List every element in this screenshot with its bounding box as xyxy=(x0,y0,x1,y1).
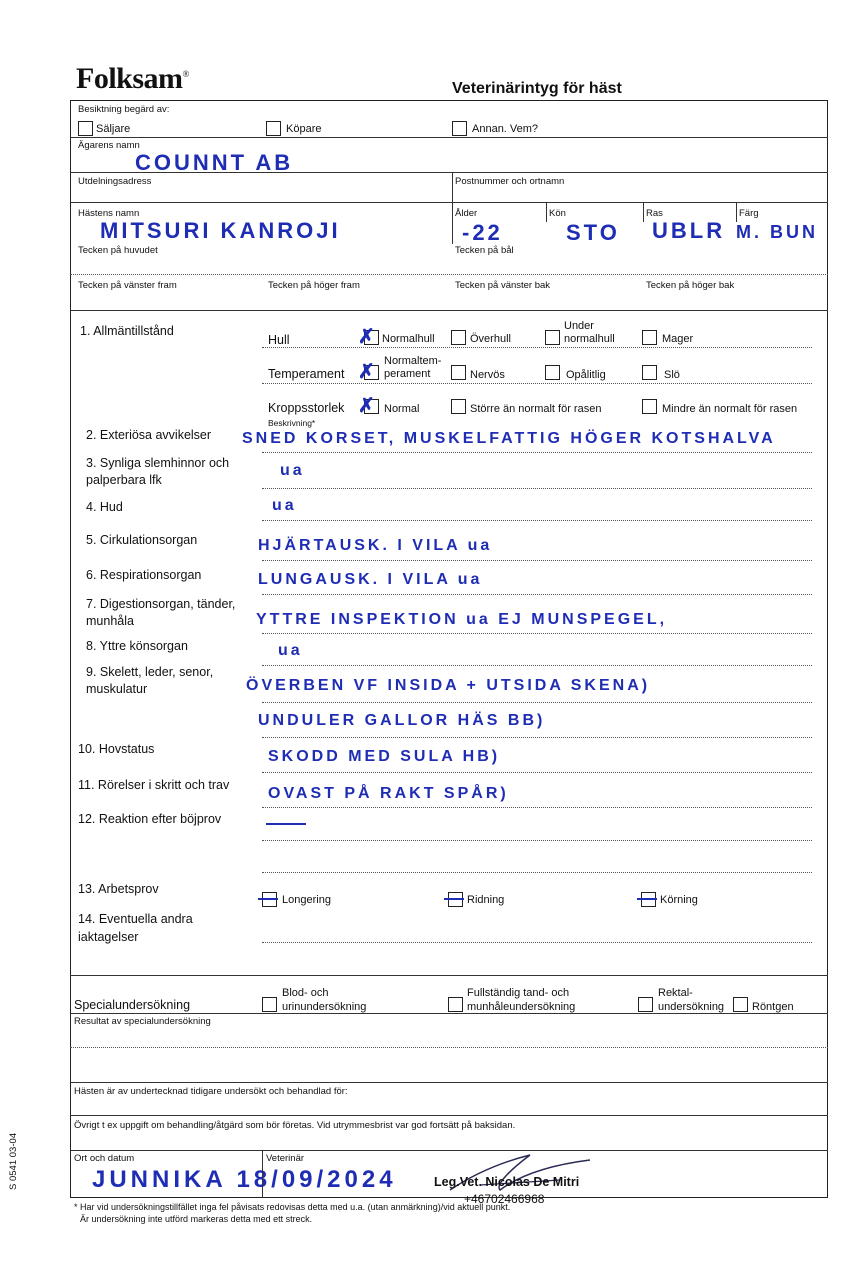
folksam-logo: Folksam® xyxy=(76,62,189,95)
dash-longering xyxy=(258,898,278,900)
place-date-label: Ort och datum xyxy=(74,1153,135,1164)
hull-label: Hull xyxy=(268,333,290,347)
option-longering: Longering xyxy=(282,894,331,906)
item-movement-value: OVAST PÅ RAKT SPÅR) xyxy=(268,785,509,802)
check-mark-normalhull: ✗ xyxy=(358,326,375,348)
option-saljare: Säljare xyxy=(96,123,131,135)
checkbox-rektal[interactable] xyxy=(638,997,653,1012)
leg-vf-label: Tecken på vänster fram xyxy=(78,280,177,291)
item-exterior-label: 2. Exteriösa avvikelser xyxy=(86,428,212,442)
dash-ridning xyxy=(444,898,464,900)
temperament-label: Temperament xyxy=(268,367,345,381)
checkbox-mager[interactable] xyxy=(642,330,657,345)
option-kopare: Köpare xyxy=(286,123,322,135)
option-rontgen: Röntgen xyxy=(752,1001,794,1013)
option-annan: Annan. Vem? xyxy=(472,123,539,135)
checkbox-slo[interactable] xyxy=(642,365,657,380)
vet-label: Veterinär xyxy=(266,1153,305,1164)
option-normaltemperament: Normaltem- perament xyxy=(384,355,442,380)
checkbox-undernormal[interactable] xyxy=(545,330,560,345)
item-digestion-value: YTTRE INSPEKTION ua EJ MUNSPEGEL, xyxy=(256,611,668,628)
item-respiration-label: 6. Respirationsorgan xyxy=(86,568,202,582)
item-skeleton-value: ÖVERBEN VF INSIDA + UTSIDA SKENA) xyxy=(246,677,651,694)
item-mucosa-value: ua xyxy=(280,462,305,479)
option-blod: Blod- och urinundersökning xyxy=(282,987,367,1013)
item-digestion-label: 7. Digestionsorgan, tänder, munhåla xyxy=(86,597,236,628)
besiktning-label: Besiktning begärd av: xyxy=(78,104,170,115)
item-hooves-label: 10. Hovstatus xyxy=(78,742,155,756)
form-code: S 0541 03-04 xyxy=(8,1132,19,1190)
color-value: M. BUN xyxy=(736,222,818,242)
leg-hb-label: Tecken på höger bak xyxy=(646,280,735,291)
checkbox-kopare[interactable] xyxy=(266,121,281,136)
option-opalitlig: Opålitlig xyxy=(566,369,606,381)
option-storre: Större än normalt för rasen xyxy=(470,403,602,415)
option-overhull: Överhull xyxy=(470,333,511,345)
item-respiration-value: LUNGAUSK. I VILA ua xyxy=(258,571,483,588)
horse-name-value: MITSURI KANROJI xyxy=(100,218,341,243)
age-label: Ålder xyxy=(455,208,478,219)
option-normalhull: Normalhull xyxy=(382,333,435,345)
check-mark-size: ✗ xyxy=(358,395,375,417)
vet-stamp-phone: +46702466968 xyxy=(464,1192,545,1206)
item-genitals-label: 8. Yttre könsorgan xyxy=(86,639,188,653)
item-exterior-value: SNED KORSET, MUSKELFATTIG HÖGER KOTSHALVA xyxy=(242,430,776,447)
option-normal: Normal xyxy=(384,403,420,415)
item-flexion-label: 12. Reaktion efter böjprov xyxy=(78,812,222,826)
description-label: Beskrivning* xyxy=(268,418,316,428)
dash-korning xyxy=(637,898,657,900)
option-slo: Slö xyxy=(664,369,680,381)
checkbox-nervos[interactable] xyxy=(451,365,466,380)
checkbox-rontgen[interactable] xyxy=(733,997,748,1012)
address-label: Utdelningsadress xyxy=(78,176,152,187)
item-workout-label: 13. Arbetsprov xyxy=(78,882,159,896)
sex-value: STO xyxy=(566,220,620,245)
breed-label: Ras xyxy=(646,208,663,219)
item-circulation-value: HJÄRTAUSK. I VILA ua xyxy=(258,537,493,554)
checkbox-mindre[interactable] xyxy=(642,399,657,414)
leg-vb-label: Tecken på vänster bak xyxy=(455,280,551,291)
item-circulation-label: 5. Cirkulationsorgan xyxy=(86,533,198,547)
size-label: Kroppsstorlek xyxy=(268,401,345,415)
item-hooves-value: SKODD MED SULA HB) xyxy=(268,748,501,765)
special-result-label: Resultat av specialundersökning xyxy=(74,1016,211,1027)
head-marks-label: Tecken på huvudet xyxy=(78,245,158,256)
checkbox-blod[interactable] xyxy=(262,997,277,1012)
option-mindre: Mindre än normalt för rasen xyxy=(662,403,798,415)
item-skeleton-value-2: UNDULER GALLOR HÄS BB) xyxy=(258,712,546,729)
age-value: -22 xyxy=(462,220,503,245)
option-under-normalhull: Under normalhull xyxy=(564,320,615,345)
owner-label: Ägarens namn xyxy=(78,140,140,151)
checkbox-annan[interactable] xyxy=(452,121,467,136)
flexion-dash xyxy=(266,823,306,825)
checkbox-saljare[interactable] xyxy=(78,121,93,136)
vet-signature xyxy=(440,1140,600,1200)
item-genitals-value: ua xyxy=(278,642,303,659)
option-tand: Fullständig tand- och munhåleundersökning xyxy=(467,987,576,1013)
breed-value: UBLR xyxy=(652,218,726,243)
previous-treatment-label: Hästen är av undertecknad tidigare undersökt och behandlad för: xyxy=(74,1086,348,1097)
form-title: Veterinärintyg för häst xyxy=(452,80,622,97)
horse-name-label: Hästens namn xyxy=(78,208,140,219)
item-skeleton-label: 9. Skelett, leder, senor, muskulatur xyxy=(86,665,214,696)
place-date-value: JUNNIKA 18/09/2024 xyxy=(92,1166,397,1193)
postal-label: Postnummer och ortnamn xyxy=(455,176,565,187)
checkbox-tand[interactable] xyxy=(448,997,463,1012)
checkbox-overhull[interactable] xyxy=(451,330,466,345)
option-korning: Körning xyxy=(660,894,698,906)
vet-stamp-name: Leg.Vet. Nicolas De Mitri xyxy=(434,1175,580,1189)
other-notes-label: Övrigt t ex uppgift om behandling/åtgärd som bör företas. Vid utrymmesbrist var god fortsätt på baksidan. xyxy=(74,1120,516,1131)
leg-hf-label: Tecken på höger fram xyxy=(268,280,360,291)
item-mucosa-label: 3. Synliga slemhinnor och palperbara lfk xyxy=(86,456,230,487)
footnote-1: * Har vid undersökningstillfället inga fel påvisats redovisas detta med u.a. (utan anmärkning)/vid aktuell punkt. xyxy=(74,1202,511,1212)
general-label: 1. Allmäntillstånd xyxy=(80,324,174,338)
item-movement-label: 11. Rörelser i skritt och trav xyxy=(78,778,230,792)
checkbox-storre[interactable] xyxy=(451,399,466,414)
item-other-label: 14. Eventuella andra iaktagelser xyxy=(78,912,193,944)
option-rektal: Rektal- undersökning xyxy=(658,987,725,1013)
option-nervos: Nervös xyxy=(470,369,505,381)
option-mager: Mager xyxy=(662,333,694,345)
color-label: Färg xyxy=(739,208,759,219)
body-marks-label: Tecken på bål xyxy=(455,245,514,256)
check-mark-temperament: ✗ xyxy=(358,361,375,383)
special-label: Specialundersökning xyxy=(74,998,191,1012)
checkbox-opalitlig[interactable] xyxy=(545,365,560,380)
sex-label: Kön xyxy=(549,208,566,219)
item-skin-label: 4. Hud xyxy=(86,500,123,514)
item-skin-value: ua xyxy=(272,497,297,514)
footnote-2: Är undersökning inte utförd markeras detta med ett streck. xyxy=(80,1214,313,1224)
option-ridning: Ridning xyxy=(467,894,505,906)
owner-value: COUNNT AB xyxy=(135,150,294,175)
